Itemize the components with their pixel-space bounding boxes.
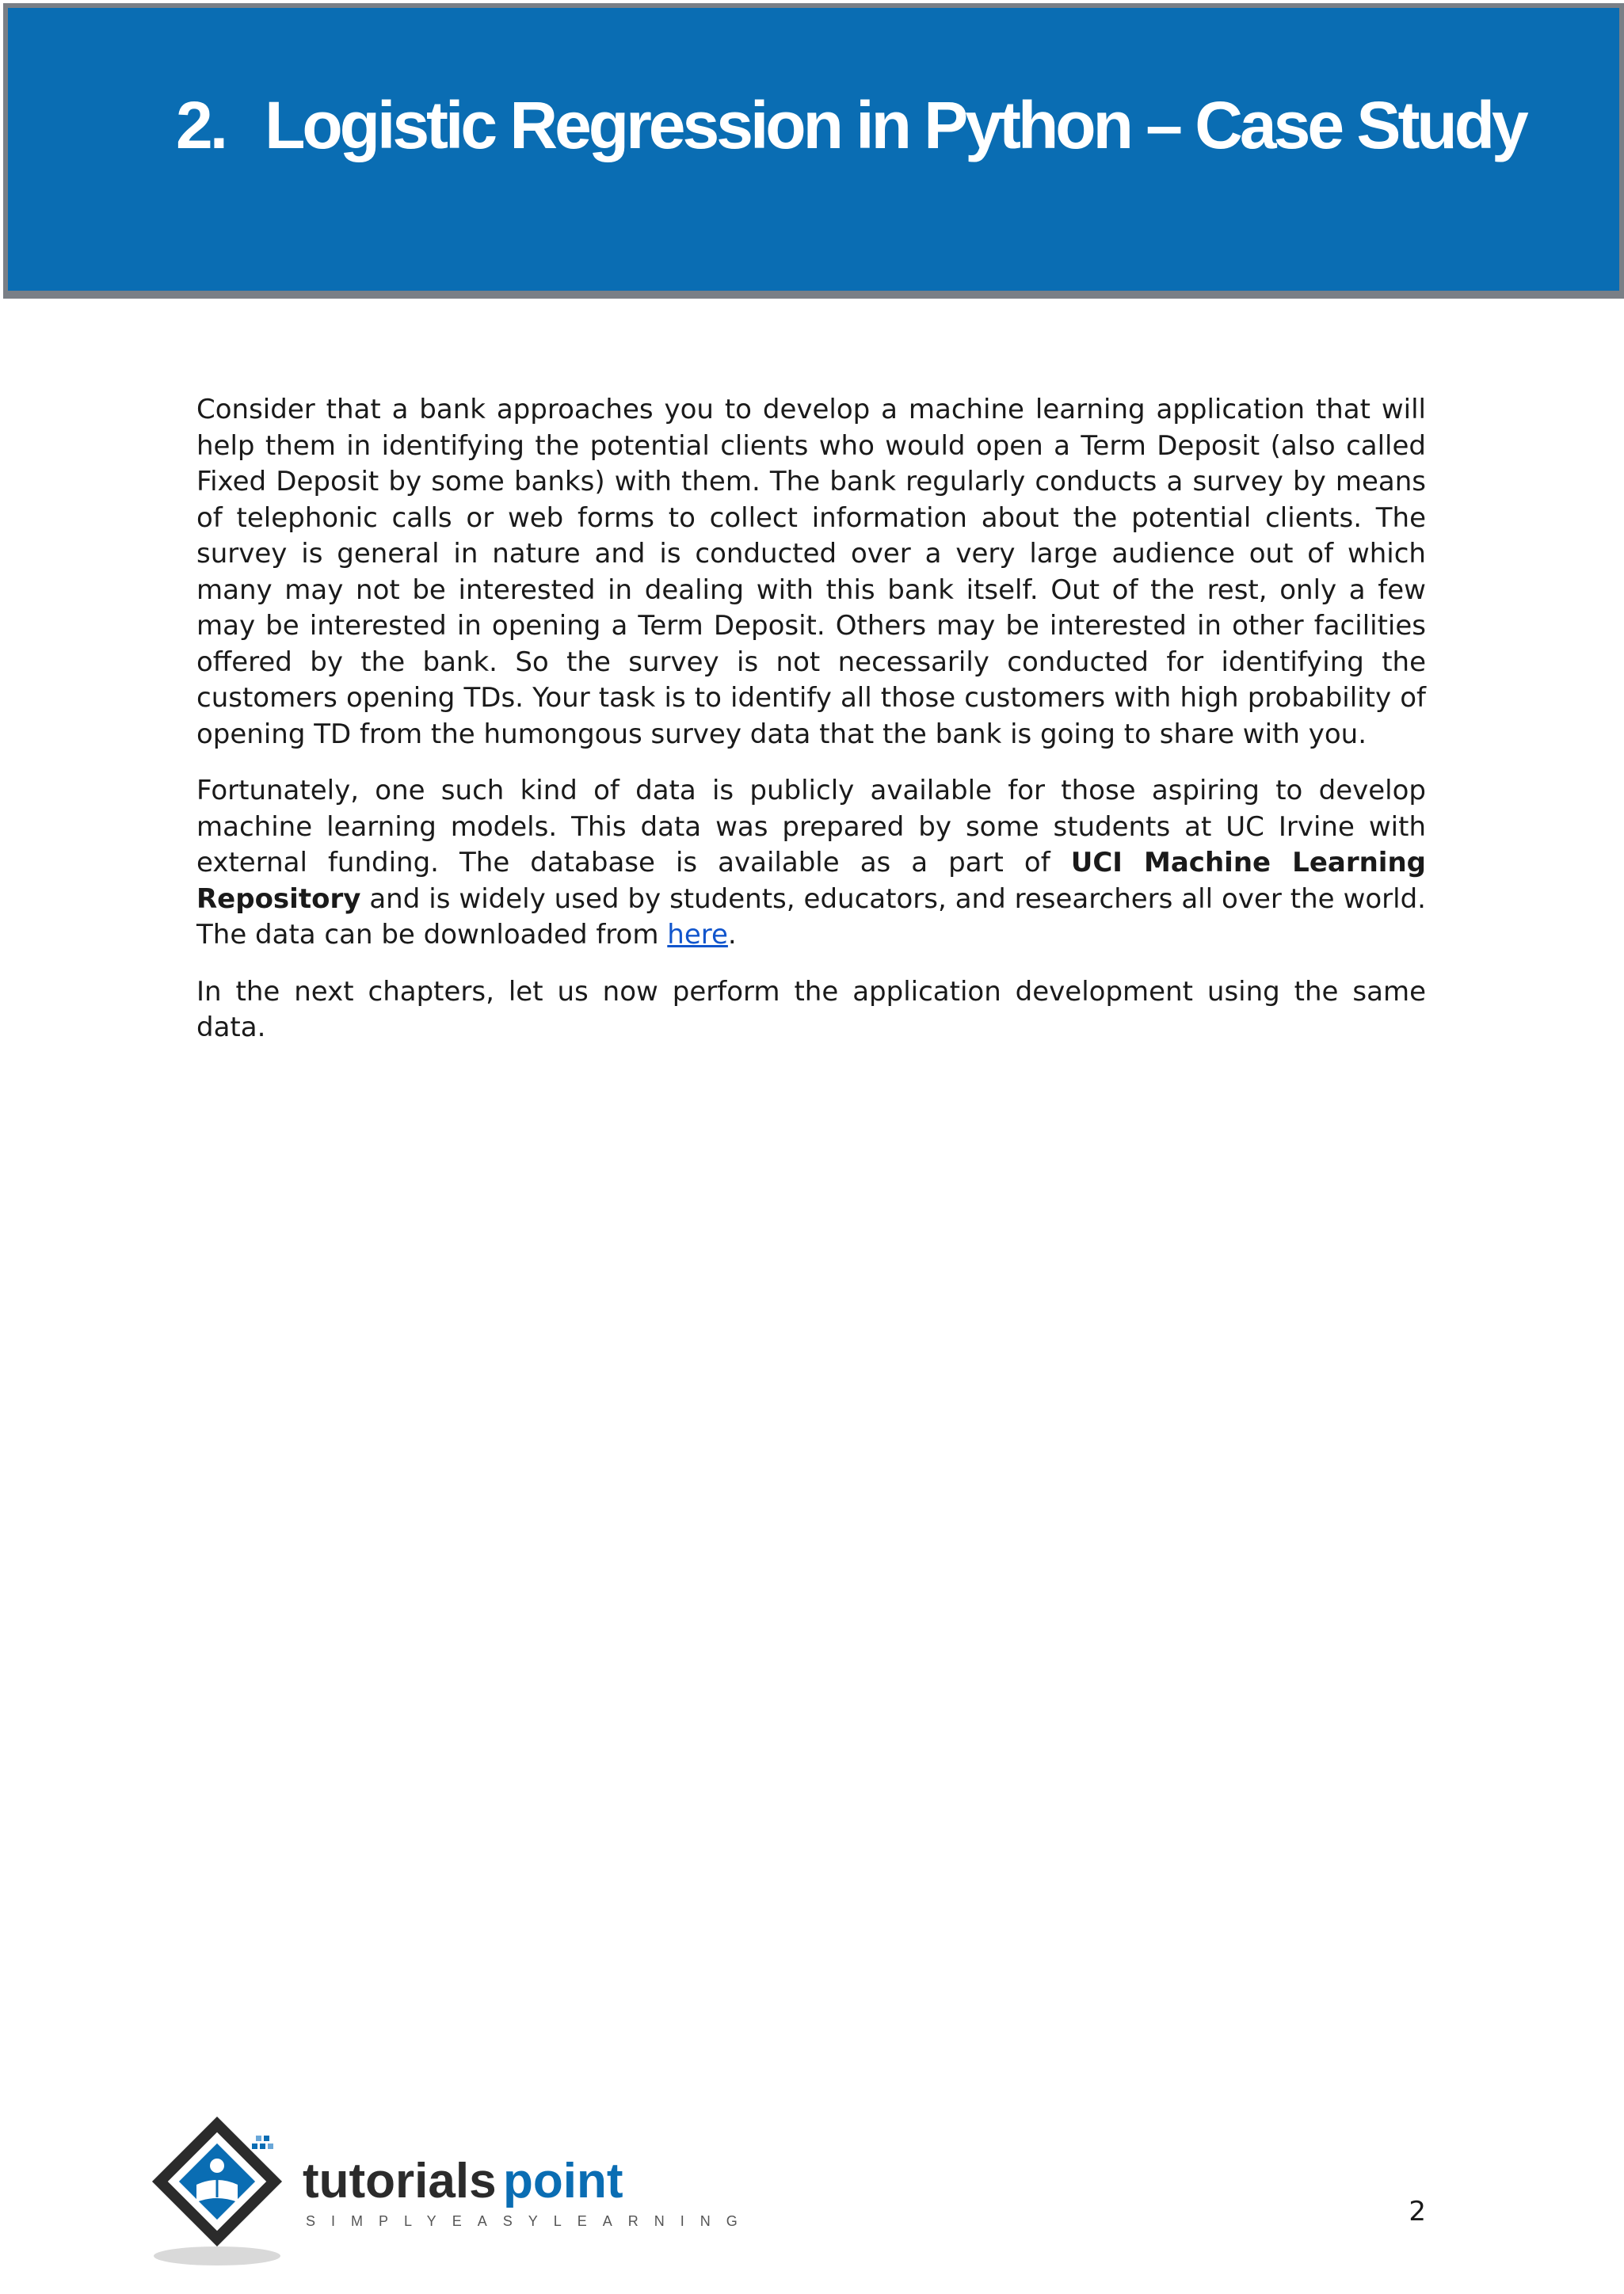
paragraph-2-text-a: Fortunately, one such kind of data is publicly available for those aspiring to develop machine learning models. This data was prepared by some students at UC Irvine with external funding. The database is available as a part of [196, 775, 1426, 878]
uci-repository-bold: UCI Machine Learning Repository [196, 847, 1426, 915]
tutorialspoint-logo [147, 2120, 753, 2278]
paragraph-2 [196, 773, 1426, 954]
chapter-title [176, 87, 1526, 164]
download-here-link[interactable]: here [667, 919, 728, 951]
logo-tagline: SIMPLYEASYLEARNING [306, 2213, 753, 2229]
paragraph-3: In the next chapters, let us now perform the application development using the same data. [196, 975, 1426, 1043]
page-number: 2 [1409, 2196, 1426, 2227]
paragraph-1: Consider that a bank approaches you to develop a machine learning application that will help them in identifying the potential clients who would open a Term Deposit (also called Fixed Deposit by some banks) with them. The bank regularly conducts a survey by means of telephonic calls or web forms to collect information about the potential clients. The survey is general in nature and is conducted over a very large audience out of which many may not be interested in dealing with this bank itself. Out of the rest, only a few may be interested in opening a Term Deposit. Others may be interested in other facilities offered by the bank. So the survey is not necessarily conducted for identifying the customers opening TDs. Your task is to identify all those customers with high probability of opening TD from the humongous survey data that the bank is going to share with you. [196, 394, 1426, 750]
main-content [196, 392, 1426, 1067]
chapter-number: 2. [176, 88, 226, 162]
chapter-title-text: Logistic Regression in Python – Case Study [265, 88, 1526, 162]
paragraph-2-text-b: and is widely used by students, educators, and researchers all over the world. The data can be downloaded from [196, 882, 1426, 951]
logo-text-tutorials: tutorials [303, 2154, 497, 2208]
logo-text-point: point [503, 2154, 623, 2208]
paragraph-2-text-end: . [727, 919, 737, 951]
